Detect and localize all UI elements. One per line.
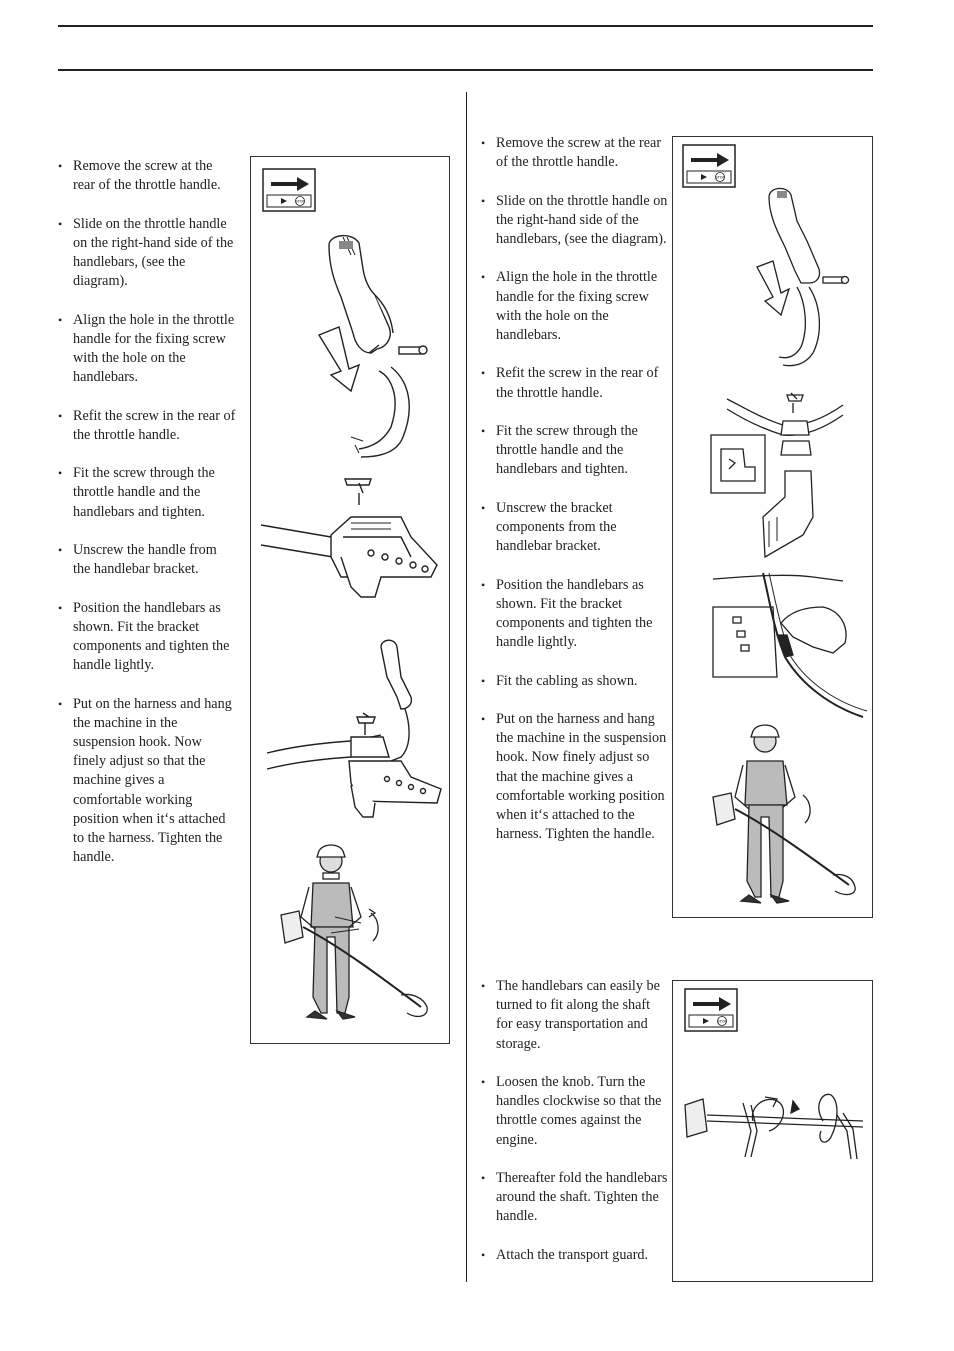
bracket-components-illustration [711,393,843,557]
top-rule [58,25,873,27]
right-top-instructions [481,134,669,864]
operator-with-trimmer-illustration [713,725,855,903]
left-step-item: • Unscrew the handle from the handlebar bracket. [58,541,236,579]
right-top-figure-svg [673,137,872,917]
right-bottom-figure-panel [672,980,873,1282]
svg-text:STOP: STOP [715,175,725,180]
arrow-engine-off-icon [683,145,735,187]
right-bottom-step-item: • Attach the transport guard. [481,1246,669,1265]
right-bottom-step-list [481,977,669,1265]
right-top-step-list [481,134,669,844]
operator-with-trimmer-illustration [281,845,427,1019]
header-rule [58,69,873,71]
svg-text:STOP: STOP [295,199,305,204]
arrow-engine-off-icon [685,989,737,1031]
left-step-item: • Remove the screw at the rear of the throttle handle. [58,157,236,195]
handle-assembly-illustration [267,640,441,817]
right-top-step-item: • Position the handlebars as shown. Fit the bracket components and tighten the handle lightly. [481,576,669,653]
left-figure-svg [251,157,449,1043]
right-top-step-item: • Fit the cabling as shown. [481,672,669,691]
right-bottom-step-item: • The handlebars can easily be turned to fit along the shaft for easy transportation and storage. [481,977,669,1054]
right-top-figure-panel [672,136,873,918]
right-bottom-step-item: • Thereafter fold the handlebars around the shaft. Tighten the handle. [481,1169,669,1227]
right-top-step-item: • Put on the harness and hang the machine in the suspension hook. Now finely adjust so that the machine gives a comfortable working position when it‘s attached to the harness. Tighten the handle. [481,710,669,844]
folded-handlebars-illustration [685,1094,863,1159]
cable-routing-illustration [713,573,867,717]
left-step-item: • Put on the harness and hang the machine in the suspension hook. Now finely adjust so that the machine gives a comfortable working position when it‘s attached to the harness. Tighten the handle. [58,695,236,868]
right-top-step-item: • Slide on the throttle handle on the right-hand side of the handlebars, (see the diagram). [481,192,669,250]
left-figure-panel [250,156,450,1044]
right-bottom-figure-svg [673,981,872,1281]
right-top-step-item: • Unscrew the bracket components from the handlebar bracket. [481,499,669,557]
right-top-step-item: • Remove the screw at the rear of the throttle handle. [481,134,669,172]
left-instructions [58,157,236,887]
right-top-step-item: • Fit the screw through the throttle handle and the handlebars and tighten. [481,422,669,480]
slide-direction-arrow [319,327,359,391]
handlebar-bracket-illustration [261,479,437,597]
left-step-item: • Position the handlebars as shown. Fit the bracket components and tighten the handle lightly. [58,599,236,676]
svg-text:STOP: STOP [717,1019,727,1024]
left-step-item: • Fit the screw through the throttle handle and the handlebars and tighten. [58,464,236,522]
right-top-step-item: • Align the hole in the throttle handle for the fixing screw with the hole on the handlebars. [481,268,669,345]
throttle-handle-illustration [769,188,849,365]
slide-direction-arrow [757,261,789,315]
right-bottom-instructions [481,977,669,1284]
left-step-list [58,157,236,867]
left-step-item: • Refit the screw in the rear of the throttle handle. [58,407,236,445]
left-step-item: • Align the hole in the throttle handle for the fixing screw with the hole on the handlebars. [58,311,236,388]
right-top-step-item: • Refit the screw in the rear of the throttle handle. [481,364,669,402]
arrow-engine-off-icon [263,169,315,211]
left-step-item: • Slide on the throttle handle on the right-hand side of the handlebars, (see the diagram). [58,215,236,292]
column-divider [466,92,467,1282]
right-bottom-step-item: • Loosen the knob. Turn the handles clockwise so that the throttle comes against the engine. [481,1073,669,1150]
